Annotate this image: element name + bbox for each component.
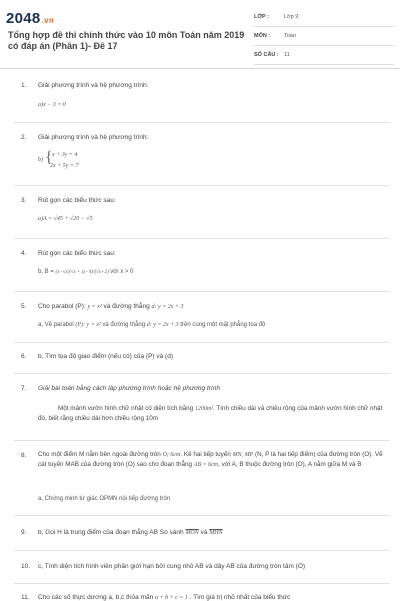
equation-line: 2x + 5y = 7: [50, 163, 79, 169]
document-title: Tổng hợp đề thi chính thức vào 10 môn Toán năm 2019 có đáp án (Phần 1)- Đề 17: [8, 30, 245, 51]
expr-prefix: b, B =: [38, 269, 54, 275]
meta-panel: [254, 12, 394, 69]
question-text: Rút gọn các biểu thức sau:: [38, 197, 116, 204]
question-sub: a, Chứng minh tứ giác OPMN nội tiếp đường tròn: [38, 496, 171, 502]
question-number: 1.: [21, 82, 27, 89]
text-part: b, Gọi H là trung điểm của đoạn thẳng AB So sánh: [38, 529, 184, 536]
question-text: b, Tìm tọa độ giao điểm (nếu có) của (P) và (d): [38, 353, 173, 360]
expr-body: (x−√x)/√x + (x−4)/(√x+2): [55, 270, 109, 275]
question-number: 2.: [21, 134, 27, 141]
question-text: Rút gọn các biểu thức sau:: [38, 250, 116, 257]
meta-label: MÔN :: [254, 33, 271, 39]
text-part: Một mảnh vườn hình chữ nhật có diện tích bằng: [58, 405, 194, 412]
meta-label: LỚP :: [254, 14, 269, 20]
question-text: Giải bài toán bằng cách lập phương trình hoặc hệ phương trình: [38, 385, 220, 392]
math-part: O; 6cm: [162, 452, 181, 458]
question-text: Giải phương trình và hệ phương trình:: [38, 82, 149, 89]
meta-value: 11: [284, 52, 290, 58]
math-part: 1200m²: [194, 406, 213, 412]
text-part: . Tìm giá trị nhỏ nhất của biểu thức: [189, 594, 291, 601]
divider: [14, 342, 390, 343]
math-part: $\overline{MON}$: [185, 530, 199, 536]
system-brace: {: [45, 149, 53, 166]
math-part: MN, MP: [232, 452, 254, 458]
question-sub: [38, 322, 265, 328]
text-part: và: [200, 529, 208, 536]
question-number: 10.: [21, 563, 31, 570]
text-part: , với A, B thuộc đường tròn (O), A nằm giữa M và B: [218, 461, 362, 468]
question-number: 11.: [21, 594, 30, 601]
meta-row-subject: [254, 31, 394, 46]
question-number: 9.: [21, 529, 27, 536]
question-paragraph: [38, 450, 383, 470]
page-header: [0, 0, 400, 66]
text-part: Cho một điểm M nằm bên ngoài đường tròn: [38, 451, 161, 458]
question-sub-label: b): [38, 157, 43, 163]
question-number: 7.: [21, 385, 27, 392]
question-text: Giải phương trình và hệ phương trình:: [38, 134, 149, 141]
meta-row-count: [254, 50, 394, 65]
header-divider: [0, 68, 400, 69]
text-part: và đường thẳng: [102, 322, 146, 328]
math-part: $\overline{MHN}$: [209, 530, 223, 536]
math-part: a + b + c = 1: [155, 595, 188, 601]
question-text: c, Tính diện tích hình viên phân giới hạn bởi cung nhỏ AB và dây AB của đường tròn tâm (O): [38, 563, 306, 570]
question-text: [38, 529, 223, 536]
text-part: a, Vẽ parabol: [38, 322, 74, 328]
question-number: 4.: [21, 250, 27, 257]
logo-suffix: .vn: [41, 16, 55, 25]
divider: [14, 238, 390, 239]
divider: [14, 515, 390, 516]
question-sub: a)x − 3 = 0: [38, 102, 66, 108]
meta-value: Lớp 9: [284, 14, 299, 20]
question-sub: a)A = √45 + √20 − √5: [38, 216, 93, 222]
question-number: 3.: [21, 197, 27, 204]
question-number: 5.: [21, 303, 27, 310]
text-part: Cho các số thực dương a, b,c thỏa mãn: [38, 594, 154, 601]
divider: [14, 291, 390, 292]
math-part: y = x²: [87, 304, 102, 310]
meta-value: Toán: [284, 33, 296, 39]
site-logo[interactable]: [6, 10, 54, 27]
divider: [14, 440, 390, 441]
question-paragraph: [38, 404, 383, 424]
text-part: . Tính chiều dài và chiều rộng của mảnh vườn hình chữ nhật đó, biết rằng chiều dài hơn chiều rộng 10m: [38, 405, 383, 422]
meta-label: SỐ CÂU :: [254, 52, 279, 58]
text-part: trên cùng một mặt phẳng tọa độ: [180, 322, 266, 328]
meta-row-grade: [254, 12, 394, 27]
math-part: d: y = 2x + 3: [151, 304, 184, 310]
math-part: (P): y = x²: [75, 322, 101, 328]
divider: [14, 583, 390, 584]
divider: [14, 185, 390, 186]
question-number: 8.: [21, 452, 27, 459]
question-number: 6.: [21, 353, 27, 360]
question-text: [38, 303, 183, 310]
question-sub: [38, 269, 133, 275]
text-part: và đường thẳng: [103, 303, 150, 310]
logo-number: 2048: [6, 10, 41, 27]
text-part: (N, P là hai tiếp điểm) của đường tròn (O). Vẽ cát tuyến MAB của đường tròn (O) sao cho đoạn thẳng: [38, 451, 383, 468]
divider: [14, 550, 390, 551]
math-part: AB = 6cm: [193, 462, 219, 468]
divider: [14, 122, 390, 123]
math-part: d: y = 2x + 3: [146, 322, 179, 328]
equation-line: x + 3y = 4: [52, 152, 78, 158]
expr-suffix: với x > 0: [110, 269, 134, 275]
text-part: . Kẻ hai tiếp tuyến: [180, 451, 231, 458]
divider: [14, 373, 390, 374]
text-part: Cho parabol (P):: [38, 303, 86, 310]
